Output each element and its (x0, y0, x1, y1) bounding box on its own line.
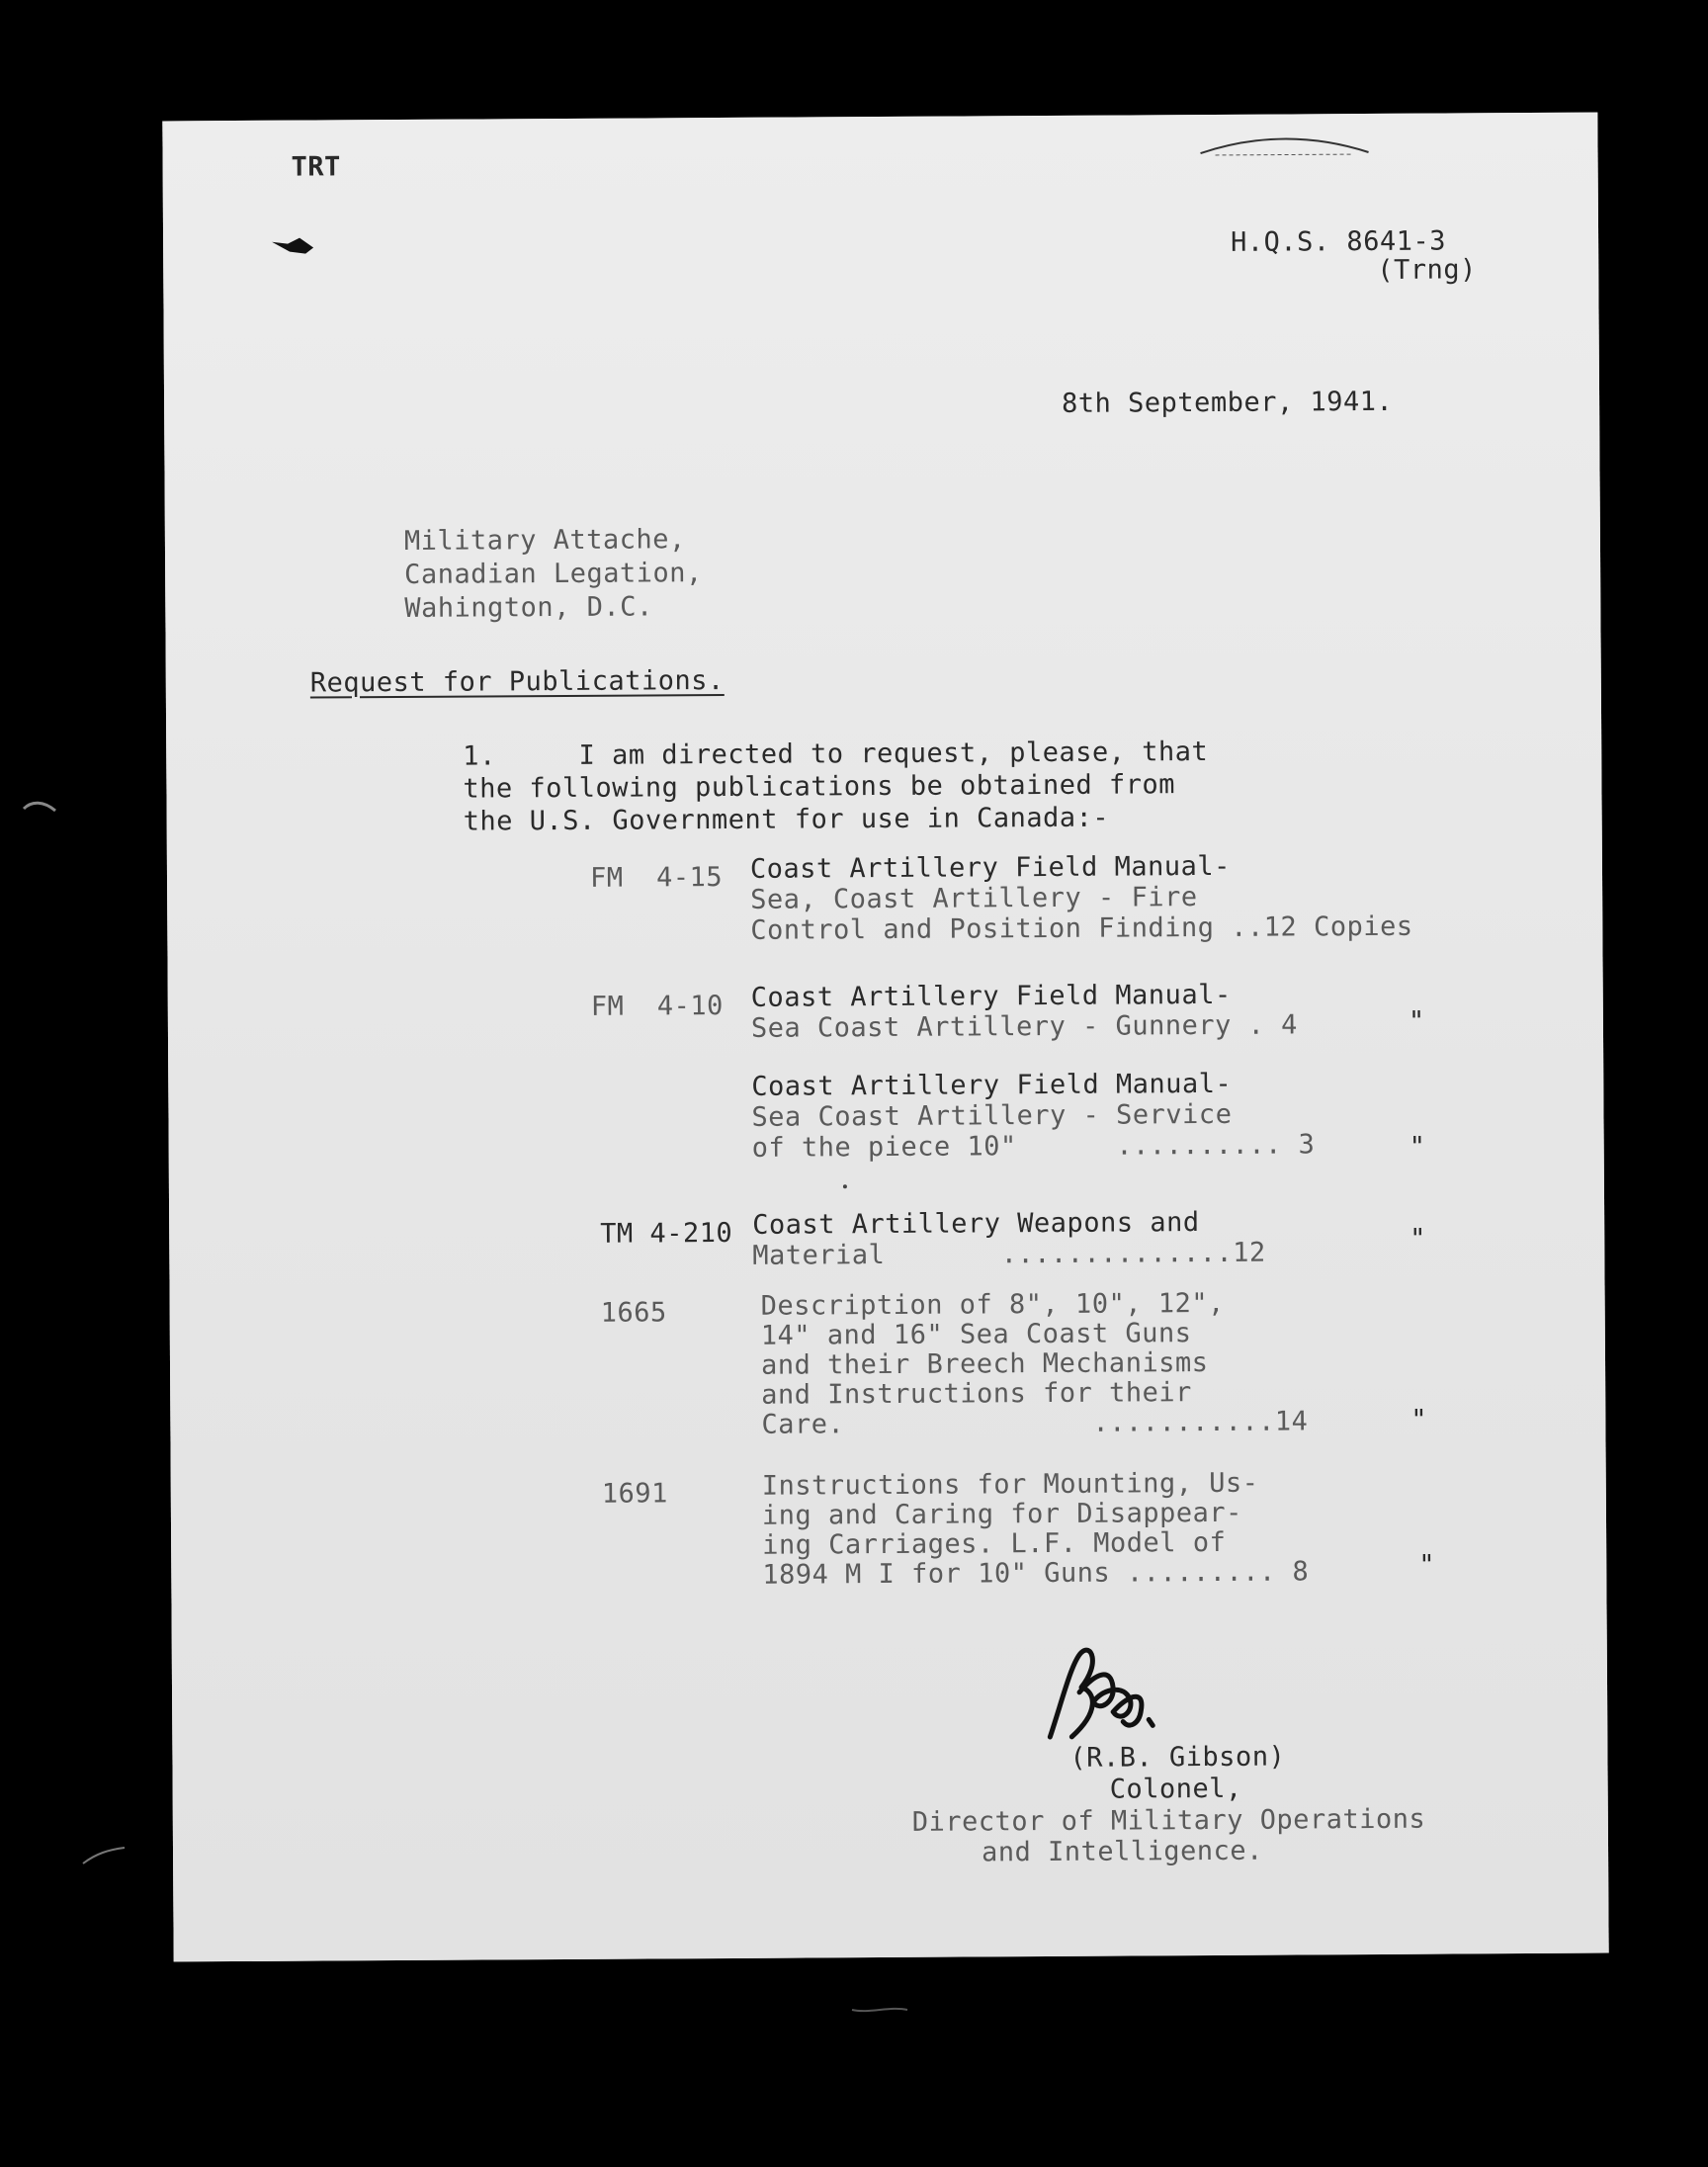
letter-date: 8th September, 1941. (1061, 386, 1394, 419)
file-suffix: (Trng) (1377, 254, 1477, 286)
addressee-line: Military Attache, (403, 524, 686, 557)
ditto-mark: " (1410, 1404, 1428, 1435)
publication-code: FM 4-10 (590, 991, 724, 1022)
addressee-line: Wahington, D.C. (404, 591, 653, 624)
publication-item (751, 979, 1298, 1043)
publication-line: and their Breech Mechanisms (760, 1347, 1209, 1381)
publication-line: Control and Position Finding ..12 Copies (750, 910, 1413, 946)
publication-line: and Instructions for their (761, 1377, 1192, 1411)
publication-line: Coast Artillery Field Manual- (751, 1068, 1233, 1102)
ink-blot-icon (270, 233, 319, 263)
publication-code: FM 4-15 (589, 862, 724, 894)
publication-item (761, 1288, 1309, 1439)
publication-line: ing and Caring for Disappear- (761, 1497, 1242, 1531)
publication-line: Material ..............12 (752, 1237, 1266, 1271)
publication-line: 14" and 16" Sea Coast Guns (760, 1318, 1192, 1351)
paragraph-line: the U.S. Government for use in Canada:- (463, 802, 1110, 837)
film-speck (22, 799, 57, 819)
signatory-rank: Colonel, (1109, 1773, 1242, 1805)
publication-code: TM 4-210 (600, 1217, 733, 1250)
ink-dot (843, 1184, 847, 1188)
signatory-title: and Intelligence. (981, 1835, 1263, 1868)
publication-line: Instructions for Mounting, Us- (761, 1467, 1259, 1502)
signatory-title: Director of Military Operations (911, 1803, 1426, 1838)
received-stamp (1195, 130, 1373, 161)
publication-line: 1894 M I for 10" Guns ......... 8 (762, 1556, 1310, 1591)
publication-item (752, 1207, 1266, 1271)
publication-item (762, 1468, 1310, 1590)
film-speck (850, 2002, 909, 2016)
letter-page (162, 113, 1608, 1962)
request-paragraph (463, 736, 1209, 838)
publication-line: Coast Artillery Weapons and (752, 1207, 1200, 1241)
publication-line: Sea, Coast Artillery - Fire (750, 882, 1198, 915)
publication-line: Description of 8", 10", 12", (760, 1287, 1225, 1322)
subject-line: Request for Publications. (309, 664, 725, 699)
publication-line: Sea Coast Artillery - Gunnery . 4 (750, 1009, 1298, 1044)
publication-item (751, 1068, 1315, 1163)
publication-code: 1665 (600, 1297, 667, 1329)
paragraph-line: 1. I am directed to request, please, that (463, 737, 1209, 772)
addressee-line: Canadian Legation, (404, 558, 703, 590)
publication-line: Coast Artillery Field Manual- (750, 979, 1232, 1013)
handwritten-signature (1042, 1642, 1181, 1752)
ditto-mark: " (1409, 1131, 1426, 1163)
publication-line: ing Carriages. L.F. Model of (762, 1526, 1227, 1561)
publication-line: of the piece 10" .......... 3 (751, 1129, 1316, 1164)
initials: TRT (291, 151, 341, 183)
paragraph-line: the following publications be obtained from (463, 769, 1176, 805)
publication-line: Coast Artillery Field Manual- (749, 850, 1231, 885)
ditto-mark: " (1418, 1549, 1436, 1581)
publication-code: 1691 (601, 1478, 668, 1510)
ditto-mark: " (1409, 1223, 1427, 1255)
publication-item (750, 850, 1413, 946)
ditto-mark: " (1408, 1005, 1425, 1037)
signatory-name: (R.B. Gibson) (1069, 1741, 1286, 1774)
publication-line: Care. ...........14 (761, 1406, 1309, 1440)
file-number: H.Q.S. 8641-3 (1231, 225, 1447, 258)
addressee-block (404, 523, 703, 626)
publication-line: Sea Coast Artillery - Service (751, 1098, 1233, 1133)
film-speck (81, 1844, 127, 1867)
